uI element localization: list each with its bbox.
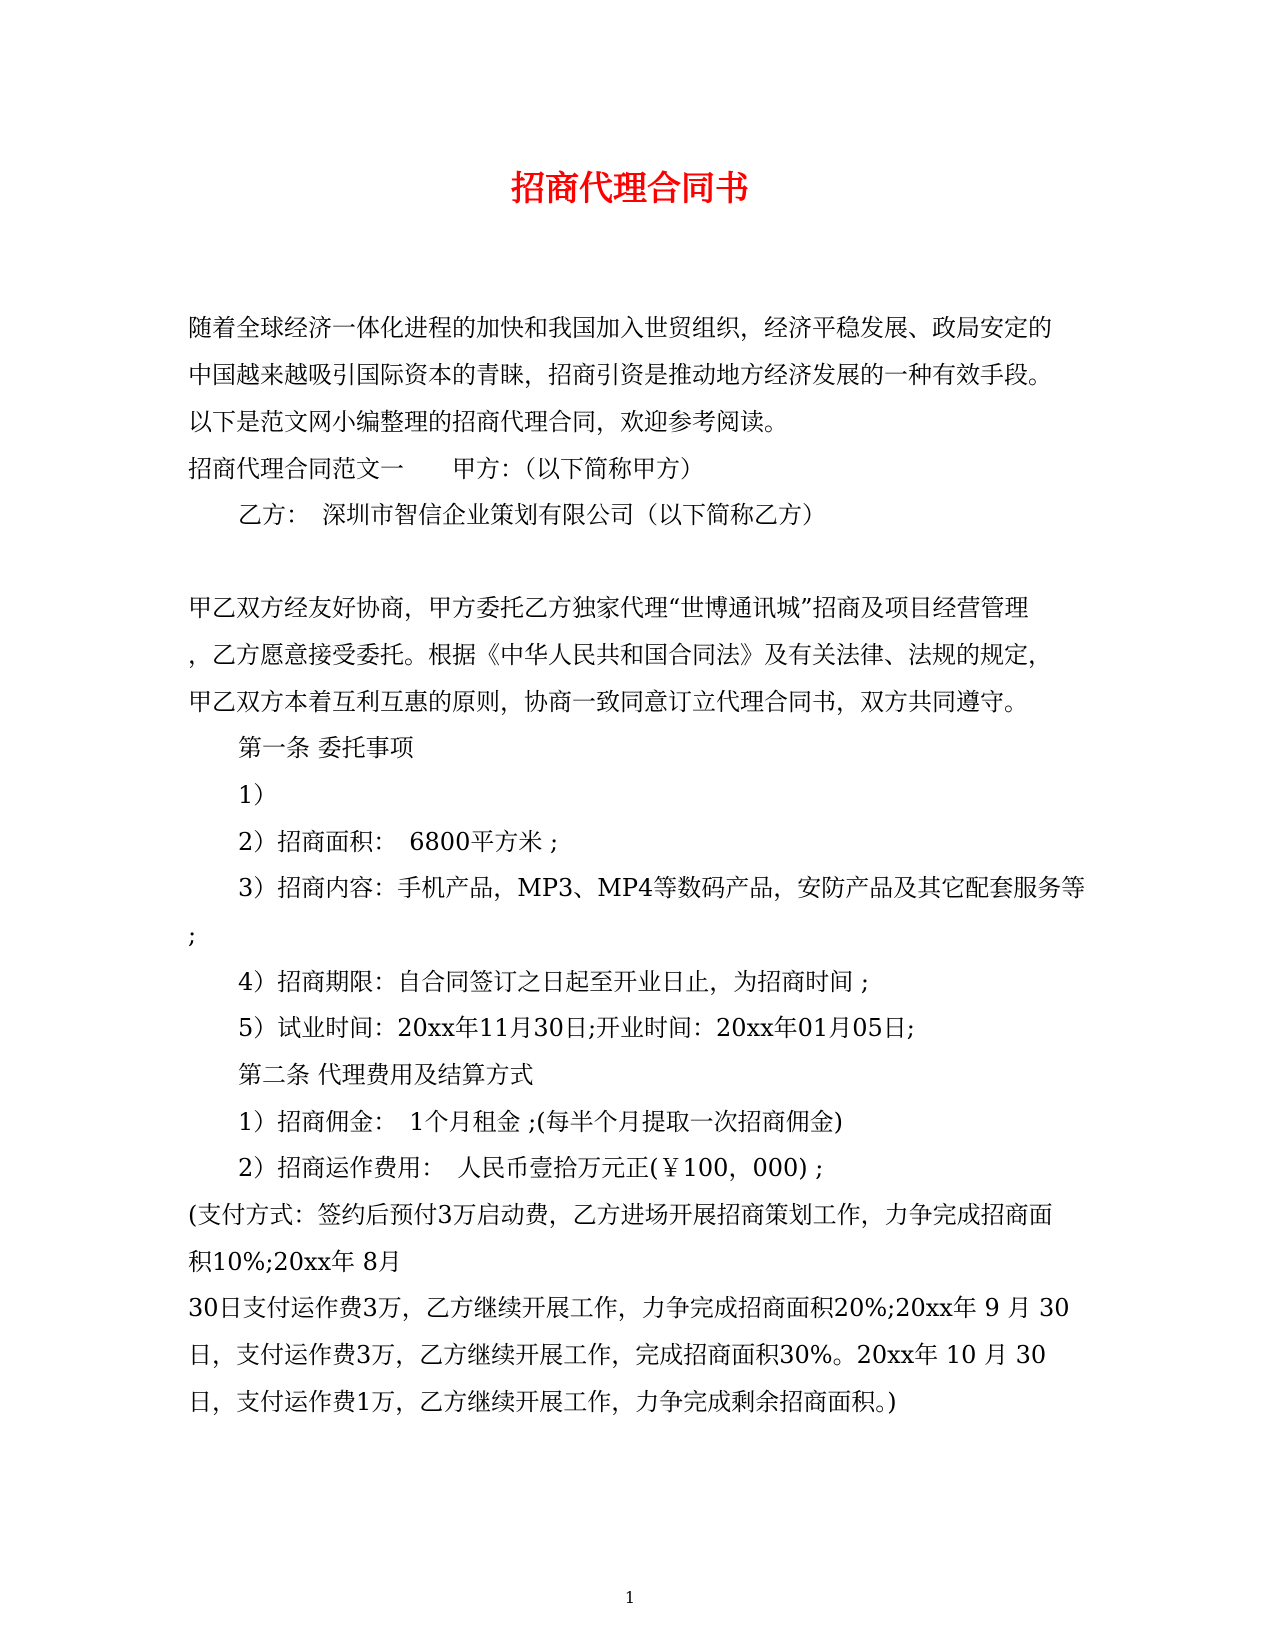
- paragraph-line: (支付方式：签约后预付3万启动费，乙方进场开展招商策划工作，力争完成招商面: [188, 1201, 1053, 1229]
- list-item-continuation: ;: [188, 921, 197, 949]
- document-title: 招商代理合同书: [511, 169, 749, 209]
- list-item: 1）招商佣金： 1个月租金 ;(每半个月提取一次招商佣金): [238, 1108, 843, 1136]
- article-heading: 第一条 委托事项: [238, 734, 414, 762]
- list-item: 2）招商面积： 6800平方米 ;: [238, 828, 559, 856]
- paragraph-line: 日，支付运作费3万，乙方继续开展工作，完成招商面积30%。20xx年 10 月 30: [188, 1341, 1047, 1369]
- paragraph-line: 招商代理合同范文一 甲方：（以下简称甲方）: [188, 455, 704, 483]
- paragraph-line: 甲乙双方经友好协商，甲方委托乙方独家代理“世博通讯城”招商及项目经营管理: [188, 594, 1029, 622]
- list-item: 2）招商运作费用： 人民币壹拾万元正(￥100，000) ;: [238, 1154, 824, 1182]
- paragraph-line: ，乙方愿意接受委托。根据《中华人民共和国合同法》及有关法律、法规的规定，: [188, 641, 1052, 669]
- paragraph-line: 甲乙双方本着互利互惠的原则，协商一致同意订立代理合同书，双方共同遵守。: [188, 688, 1028, 716]
- list-item: 5）试业时间：20xx年11月30日;开业时间：20xx年01月05日;: [238, 1014, 915, 1042]
- paragraph-line: 积10%;20xx年 8月: [188, 1248, 402, 1276]
- list-item: 4）招商期限：自合同签订之日起至开业日止，为招商时间 ;: [238, 968, 869, 996]
- paragraph-line: 乙方： 深圳市智信企业策划有限公司（以下简称乙方）: [238, 501, 826, 529]
- paragraph-line: 中国越来越吸引国际资本的青睐，招商引资是推动地方经济发展的一种有效手段。: [188, 361, 1052, 389]
- paragraph-line: 以下是范文网小编整理的招商代理合同，欢迎参考阅读。: [188, 408, 788, 436]
- page-number: 1: [624, 1588, 636, 1607]
- paragraph-line: 30日支付运作费3万，乙方继续开展工作，力争完成招商面积20%;20xx年 9 月 30: [188, 1294, 1070, 1322]
- article-heading: 第二条 代理费用及结算方式: [238, 1061, 534, 1089]
- paragraph-line: 随着全球经济一体化进程的加快和我国加入世贸组织，经济平稳发展、政局安定的: [188, 314, 1052, 342]
- list-item: 3）招商内容：手机产品，MP3、MP4等数码产品，安防产品及其它配套服务等: [238, 874, 1086, 902]
- list-item: 1）: [238, 781, 278, 809]
- paragraph-line: 日，支付运作费1万，乙方继续开展工作，力争完成剩余招商面积。): [188, 1388, 897, 1416]
